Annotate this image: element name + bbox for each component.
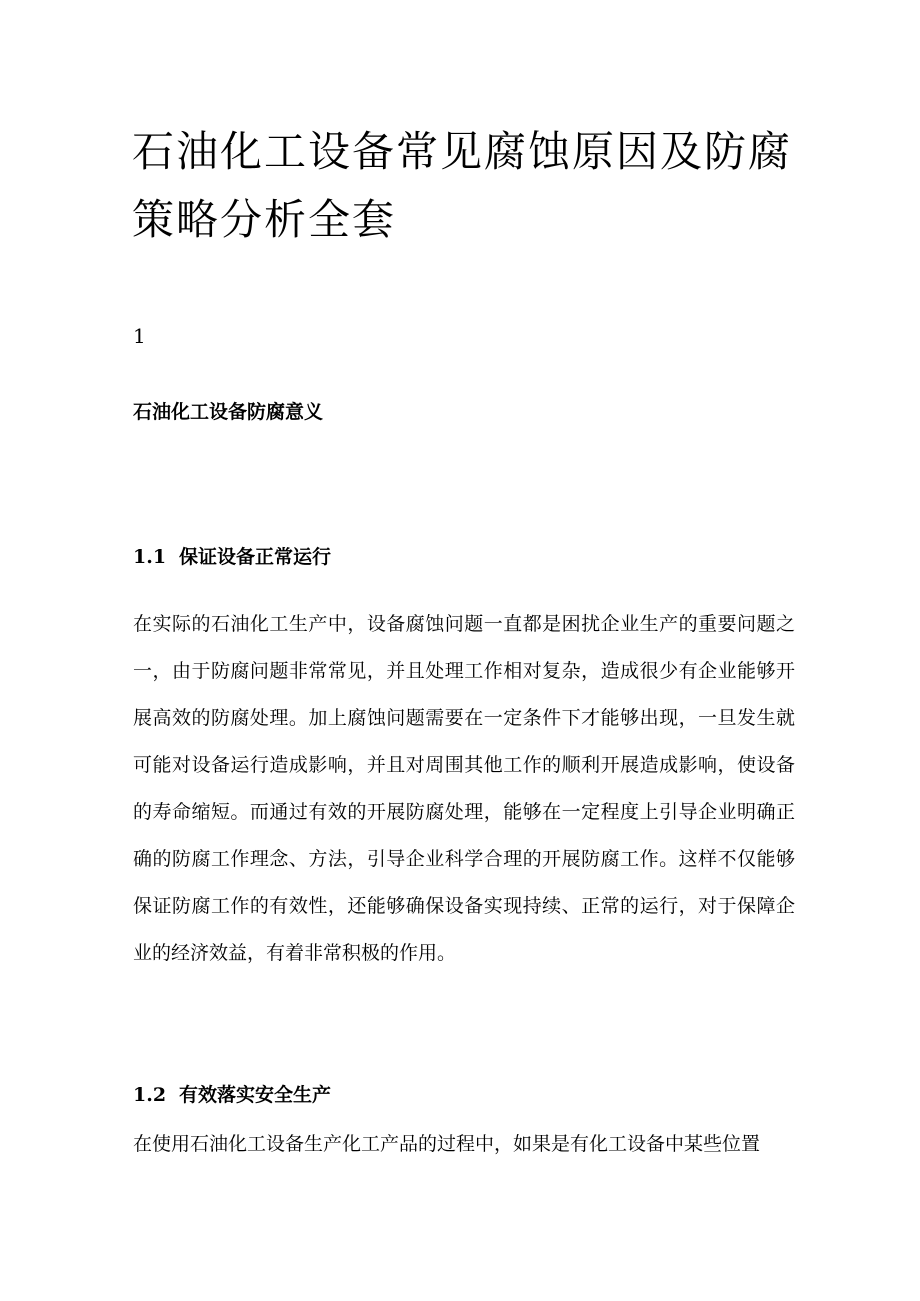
section-number: 1 (133, 324, 146, 348)
subsection-number: 1.1 (133, 546, 167, 568)
subsection-heading-2 (133, 1081, 331, 1109)
subsection-number: 1.2 (133, 1084, 167, 1106)
subsection-title: 保证设备正常运行 (179, 546, 332, 568)
body-paragraph-2: 在使用石油化工设备生产化工产品的过程中，如果是有化工设备中某些位置 (133, 1133, 761, 1155)
document-title: 石油化工设备常见腐蚀原因及防腐策略分析全套 (132, 127, 793, 244)
subsection-title: 有效落实安全生产 (179, 1084, 332, 1106)
subsection-heading-1 (133, 543, 331, 571)
section-title: 石油化工设备防腐意义 (133, 401, 324, 423)
body-paragraph-1: 在实际的石油化工生产中，设备腐蚀问题一直都是困扰企业生产的重要问题之一，由于防腐问题非常常见，并且处理工作相对复杂，造成很少有企业能够开展高效的防腐处理。加上腐蚀问题需要在一定条件下才能够出现，一旦发生就可能对设备运行造成影响，并且对周围其他工作的顺利开展造成影响，使设备的寿命缩短。而通过有效的开展防腐处理，能够在一定程度上引导企业明确正确的防腐工作理念、方法，引导企业科学合理的开展防腐工作。这样不仅能够保证防腐工作的有效性，还能够确保设备实现持续、正常的运行，对于保障企业的经济效益，有着非常积极的作用。 (133, 613, 795, 964)
